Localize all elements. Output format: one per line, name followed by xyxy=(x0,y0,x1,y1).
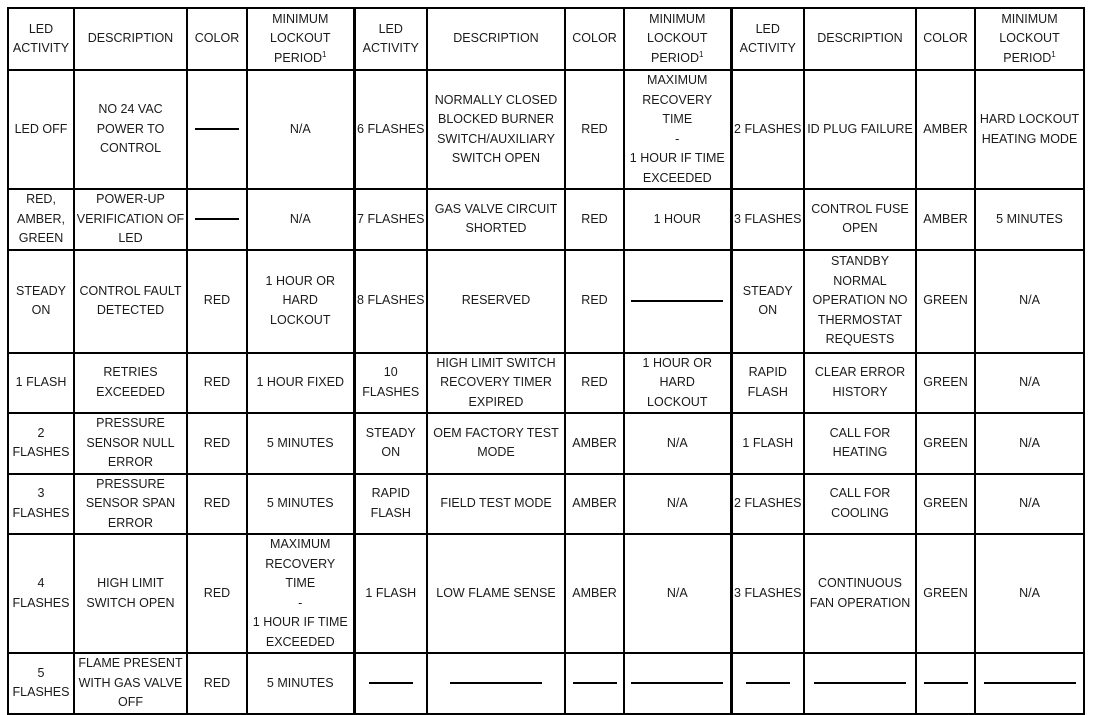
cell-activity: 1 FLASH xyxy=(354,534,427,653)
cell-description: POWER-UP VERIFICATION OF LED xyxy=(74,189,187,250)
cell-color: GREEN xyxy=(916,353,975,414)
cell-description: RESERVED xyxy=(427,250,565,353)
cell-description: CLEAR ERROR HISTORY xyxy=(804,353,916,414)
cell-lockout: 1 HOUR xyxy=(624,189,731,250)
cell-lockout: N/A xyxy=(624,413,731,474)
cell-activity: STEADY ON xyxy=(354,413,427,474)
cell-activity: RAPID FLASH xyxy=(731,353,804,414)
cell-description: NO 24 VAC POWER TO CONTROL xyxy=(74,70,187,189)
cell-description: RETRIES EXCEEDED xyxy=(74,353,187,414)
header-color: COLOR xyxy=(916,8,975,70)
cell-lockout: N/A xyxy=(975,250,1084,353)
blank-line xyxy=(984,682,1076,684)
cell-lockout: MAXIMUM RECOVERY TIME - 1 HOUR IF TIME EXCEEDED xyxy=(624,70,731,189)
cell-color: AMBER xyxy=(916,189,975,250)
cell-description: CALL FOR COOLING xyxy=(804,474,916,535)
cell-lockout xyxy=(624,653,731,714)
blank-line xyxy=(195,218,239,220)
cell-lockout: N/A xyxy=(975,474,1084,535)
cell-description: CONTINUOUS FAN OPERATION xyxy=(804,534,916,653)
cell-activity: RED, AMBER, GREEN xyxy=(8,189,74,250)
cell-color: GREEN xyxy=(916,250,975,353)
table-row xyxy=(8,70,1084,189)
cell-lockout xyxy=(975,653,1084,714)
table-row xyxy=(8,413,1084,474)
cell-color: RED xyxy=(187,250,247,353)
cell-description: CONTROL FAULT DETECTED xyxy=(74,250,187,353)
cell-lockout: N/A xyxy=(247,189,354,250)
cell-lockout: MAXIMUM RECOVERY TIME - 1 HOUR IF TIME EXCEEDED xyxy=(247,534,354,653)
header-led-activity: LED ACTIVITY xyxy=(8,8,74,70)
cell-activity: 2 FLASHES xyxy=(8,413,74,474)
blank-line xyxy=(369,682,413,684)
blank-line xyxy=(573,682,617,684)
cell-activity: 3 FLASHES xyxy=(731,189,804,250)
cell-lockout: N/A xyxy=(247,70,354,189)
cell-description xyxy=(427,653,565,714)
cell-activity: 3 FLASHES xyxy=(731,534,804,653)
cell-activity: 10 FLASHES xyxy=(354,353,427,414)
cell-description: CALL FOR HEATING xyxy=(804,413,916,474)
cell-activity xyxy=(731,653,804,714)
cell-activity: 4 FLASHES xyxy=(8,534,74,653)
cell-activity: 8 FLASHES xyxy=(354,250,427,353)
cell-color xyxy=(565,653,624,714)
header-color: COLOR xyxy=(565,8,624,70)
cell-lockout: HARD LOCKOUT HEATING MODE xyxy=(975,70,1084,189)
cell-color: AMBER xyxy=(916,70,975,189)
header-color: COLOR xyxy=(187,8,247,70)
table-row xyxy=(8,353,1084,414)
header-lockout-period: MINIMUM LOCKOUT PERIOD$^1$ xyxy=(247,8,354,70)
header-description: DESCRIPTION xyxy=(804,8,916,70)
blank-line xyxy=(924,682,968,684)
header-lockout-period: MINIMUM LOCKOUT PERIOD$^1$ xyxy=(624,8,731,70)
cell-color: RED xyxy=(187,353,247,414)
cell-description: STANDBY NORMAL OPERATION NO THERMOSTAT REQUESTS xyxy=(804,250,916,353)
cell-lockout: 5 MINUTES xyxy=(247,474,354,535)
table-body xyxy=(8,70,1084,714)
cell-description: LOW FLAME SENSE xyxy=(427,534,565,653)
cell-description: CONTROL FUSE OPEN xyxy=(804,189,916,250)
cell-lockout: 1 HOUR OR HARD LOCKOUT xyxy=(624,353,731,414)
cell-description: GAS VALVE CIRCUIT SHORTED xyxy=(427,189,565,250)
cell-color: GREEN xyxy=(916,413,975,474)
cell-color: RED xyxy=(187,653,247,714)
blank-line xyxy=(631,300,723,302)
table-row xyxy=(8,474,1084,535)
cell-lockout: 1 HOUR OR HARD LOCKOUT xyxy=(247,250,354,353)
cell-activity: 2 FLASHES xyxy=(731,70,804,189)
cell-description xyxy=(804,653,916,714)
footnote-marker: 1 xyxy=(698,49,704,59)
cell-lockout: N/A xyxy=(975,353,1084,414)
cell-color: AMBER xyxy=(565,474,624,535)
footnote-marker: 1 xyxy=(321,49,327,59)
cell-lockout: N/A xyxy=(624,534,731,653)
cell-color: GREEN xyxy=(916,474,975,535)
table-row xyxy=(8,653,1084,714)
cell-description: FIELD TEST MODE xyxy=(427,474,565,535)
cell-color xyxy=(916,653,975,714)
cell-lockout: 5 MINUTES xyxy=(247,653,354,714)
cell-color: RED xyxy=(187,534,247,653)
cell-activity: LED OFF xyxy=(8,70,74,189)
cell-lockout: 5 MINUTES xyxy=(975,189,1084,250)
footnote-marker: 1 xyxy=(1051,49,1056,59)
cell-color: RED xyxy=(565,250,624,353)
cell-activity: STEADY ON xyxy=(731,250,804,353)
cell-color: RED xyxy=(187,474,247,535)
cell-description: HIGH LIMIT SWITCH RECOVERY TIMER EXPIRED xyxy=(427,353,565,414)
cell-lockout: 1 HOUR FIXED xyxy=(247,353,354,414)
cell-lockout: N/A xyxy=(975,534,1084,653)
cell-activity: 7 FLASHES xyxy=(354,189,427,250)
cell-description: ID PLUG FAILURE xyxy=(804,70,916,189)
header-description: DESCRIPTION xyxy=(427,8,565,70)
cell-lockout xyxy=(624,250,731,353)
cell-description: OEM FACTORY TEST MODE xyxy=(427,413,565,474)
cell-description: PRESSURE SENSOR SPAN ERROR xyxy=(74,474,187,535)
cell-activity: 1 FLASH xyxy=(731,413,804,474)
cell-activity: 2 FLASHES xyxy=(731,474,804,535)
blank-line xyxy=(450,682,542,684)
blank-line xyxy=(631,682,723,684)
table-row xyxy=(8,189,1084,250)
table-row xyxy=(8,250,1084,353)
cell-activity: 6 FLASHES xyxy=(354,70,427,189)
cell-lockout: N/A xyxy=(624,474,731,535)
blank-line xyxy=(195,128,239,130)
cell-description: FLAME PRESENT WITH GAS VALVE OFF xyxy=(74,653,187,714)
header-led-activity: LED ACTIVITY xyxy=(731,8,804,70)
cell-color: RED xyxy=(565,70,624,189)
header-row xyxy=(8,8,1084,70)
cell-color: RED xyxy=(565,353,624,414)
cell-description: NORMALLY CLOSED BLOCKED BURNER SWITCH/AUXILIARY SWITCH OPEN xyxy=(427,70,565,189)
cell-color xyxy=(187,70,247,189)
cell-color: AMBER xyxy=(565,413,624,474)
cell-activity: 1 FLASH xyxy=(8,353,74,414)
cell-color: AMBER xyxy=(565,534,624,653)
header-description: DESCRIPTION xyxy=(74,8,187,70)
cell-activity: STEADY ON xyxy=(8,250,74,353)
cell-color xyxy=(187,189,247,250)
cell-description: HIGH LIMIT SWITCH OPEN xyxy=(74,534,187,653)
cell-color: RED xyxy=(187,413,247,474)
led-fault-code-table xyxy=(7,7,1085,715)
cell-description: PRESSURE SENSOR NULL ERROR xyxy=(74,413,187,474)
cell-activity: 3 FLASHES xyxy=(8,474,74,535)
blank-line xyxy=(814,682,906,684)
cell-color: GREEN xyxy=(916,534,975,653)
header-led-activity: LED ACTIVITY xyxy=(354,8,427,70)
cell-activity xyxy=(354,653,427,714)
cell-color: RED xyxy=(565,189,624,250)
header-lockout-period: MINIMUM LOCKOUT PERIOD$^1$ xyxy=(975,8,1084,70)
cell-lockout: N/A xyxy=(975,413,1084,474)
table-row xyxy=(8,534,1084,653)
cell-activity: RAPID FLASH xyxy=(354,474,427,535)
cell-activity: 5 FLASHES xyxy=(8,653,74,714)
cell-lockout: 5 MINUTES xyxy=(247,413,354,474)
blank-line xyxy=(746,682,790,684)
